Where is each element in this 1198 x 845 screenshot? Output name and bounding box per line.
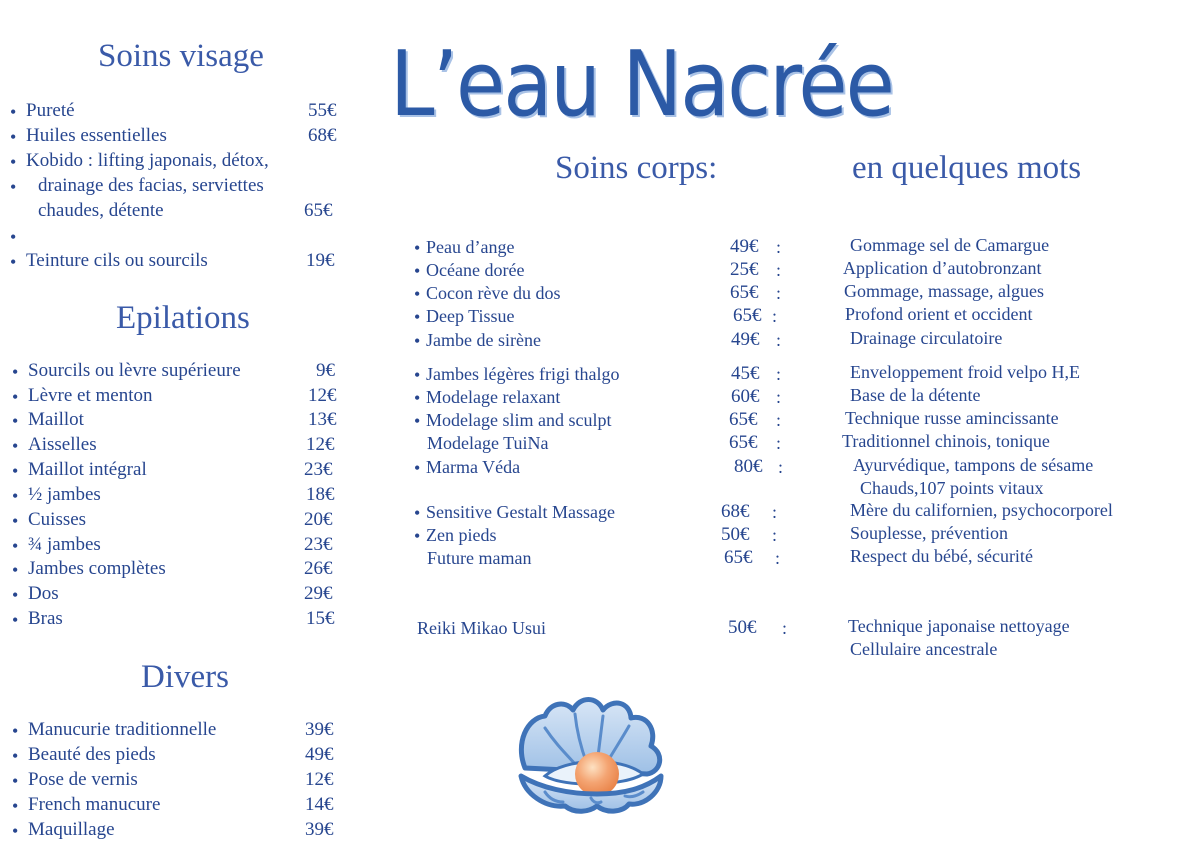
list-item: French manucure bbox=[28, 794, 161, 815]
price: 68€ bbox=[308, 125, 337, 146]
bullet: • bbox=[12, 821, 19, 841]
description: Drainage circulatoire bbox=[850, 328, 1003, 348]
bullet: • bbox=[12, 436, 19, 456]
list-item: Sensitive Gestalt Massage bbox=[426, 502, 615, 522]
description: Respect du bébé, sécurité bbox=[850, 546, 1033, 566]
list-item: Future maman bbox=[427, 548, 532, 568]
list-item: Jambes complètes bbox=[28, 558, 166, 579]
colon: : bbox=[776, 283, 782, 303]
list-item: Bras bbox=[28, 608, 63, 629]
list-item: Beauté des pieds bbox=[28, 744, 156, 765]
list-item: ¾ jambes bbox=[28, 534, 101, 555]
soins-corps-title: Soins corps: bbox=[555, 150, 718, 186]
colon: : bbox=[776, 364, 782, 384]
price: 14€ bbox=[305, 794, 334, 815]
list-item: Jambes légères frigi thalgo bbox=[426, 364, 620, 384]
bullet: • bbox=[414, 526, 421, 546]
price: 25€ bbox=[730, 259, 759, 280]
list-item: Océane dorée bbox=[426, 260, 525, 280]
list-item: Jambe de sirène bbox=[426, 330, 541, 350]
bullet: • bbox=[12, 796, 19, 816]
list-item: Teinture cils ou sourcils bbox=[26, 250, 208, 271]
bullet: • bbox=[10, 252, 17, 272]
bullet: • bbox=[414, 365, 421, 385]
description: Mère du californien, psychocorporel bbox=[850, 500, 1113, 520]
description: Enveloppement froid velpo H,E bbox=[850, 362, 1080, 382]
bullet: • bbox=[12, 585, 19, 605]
price: 29€ bbox=[304, 583, 333, 604]
price: 26€ bbox=[304, 558, 333, 579]
list-item: Maillot bbox=[28, 409, 84, 430]
colon: : bbox=[772, 525, 778, 545]
price: 13€ bbox=[308, 409, 337, 430]
price: 9€ bbox=[316, 360, 335, 381]
bullet: • bbox=[12, 486, 19, 506]
price: 50€ bbox=[721, 524, 750, 545]
bullet: • bbox=[10, 152, 17, 172]
price: 65€ bbox=[304, 200, 333, 221]
price: 65€ bbox=[724, 547, 753, 568]
list-item: Pose de vernis bbox=[28, 769, 138, 790]
list-item: Aisselles bbox=[28, 434, 97, 455]
colon: : bbox=[776, 433, 782, 453]
bullet: • bbox=[414, 503, 421, 523]
bullet: • bbox=[12, 461, 19, 481]
colon: : bbox=[775, 548, 781, 568]
bullet: • bbox=[12, 721, 19, 741]
price: 65€ bbox=[730, 282, 759, 303]
epilations-title: Epilations bbox=[116, 300, 250, 336]
bullet: • bbox=[12, 411, 19, 431]
list-item: ½ jambes bbox=[28, 484, 101, 505]
list-item: Cuisses bbox=[28, 509, 87, 530]
bullet: • bbox=[10, 177, 17, 197]
list-item: drainage des facias, serviettes bbox=[38, 175, 264, 196]
colon: : bbox=[776, 330, 782, 350]
description: Ayurvédique, tampons de sésame bbox=[853, 455, 1094, 475]
colon: : bbox=[776, 237, 782, 257]
list-item: Cocon rève du dos bbox=[426, 283, 561, 303]
bullet: • bbox=[414, 458, 421, 478]
price: 65€ bbox=[729, 409, 758, 430]
price: 49€ bbox=[305, 744, 334, 765]
bullet: • bbox=[414, 331, 421, 351]
bullet: • bbox=[10, 102, 17, 122]
list-item: Modelage TuiNa bbox=[427, 433, 549, 453]
list-item: Zen pieds bbox=[426, 525, 497, 545]
bullet: • bbox=[414, 284, 421, 304]
colon: : bbox=[778, 457, 784, 477]
soins-visage-title: Soins visage bbox=[98, 38, 264, 74]
colon: : bbox=[782, 618, 788, 638]
bullet: • bbox=[414, 238, 421, 258]
list-item: Maillot intégral bbox=[28, 459, 147, 480]
brand-logo: L’eau Nacrée bbox=[390, 32, 893, 137]
bullet: • bbox=[12, 610, 19, 630]
description-continued: Chauds,107 points vitaux bbox=[860, 478, 1044, 498]
pearl-oyster-icon bbox=[505, 688, 675, 818]
bullet: • bbox=[10, 227, 17, 247]
price: 19€ bbox=[306, 250, 335, 271]
description: Technique russe amincissante bbox=[845, 408, 1059, 428]
list-item: Huiles essentielles bbox=[26, 125, 167, 146]
list-item: Modelage relaxant bbox=[426, 387, 561, 407]
list-item: Lèvre et menton bbox=[28, 385, 153, 406]
bullet: • bbox=[12, 362, 19, 382]
bullet: • bbox=[12, 536, 19, 556]
description: Profond orient et occident bbox=[845, 304, 1033, 324]
bullet: • bbox=[12, 771, 19, 791]
price: 12€ bbox=[305, 769, 334, 790]
bullet: • bbox=[414, 307, 421, 327]
price: 39€ bbox=[305, 719, 334, 740]
price: 80€ bbox=[734, 456, 763, 477]
price: 68€ bbox=[721, 501, 750, 522]
price: 12€ bbox=[308, 385, 337, 406]
price: 49€ bbox=[730, 236, 759, 257]
list-item: Kobido : lifting japonais, détox, bbox=[26, 150, 269, 171]
price: 50€ bbox=[728, 617, 757, 638]
list-item: Dos bbox=[28, 583, 59, 604]
list-item: Marma Véda bbox=[426, 457, 521, 477]
list-item: Modelage slim and sculpt bbox=[426, 410, 612, 430]
price: 12€ bbox=[306, 434, 335, 455]
colon: : bbox=[776, 387, 782, 407]
bullet: • bbox=[414, 388, 421, 408]
list-item: Maquillage bbox=[28, 819, 115, 840]
price: 23€ bbox=[304, 534, 333, 555]
description: Gommage sel de Camargue bbox=[850, 235, 1050, 255]
list-item: Reiki Mikao Usui bbox=[417, 618, 546, 638]
divers-title: Divers bbox=[141, 659, 229, 695]
list-item: Pureté bbox=[26, 100, 75, 121]
price: 39€ bbox=[305, 819, 334, 840]
price: 18€ bbox=[306, 484, 335, 505]
price: 55€ bbox=[308, 100, 337, 121]
price: 45€ bbox=[731, 363, 760, 384]
colon: : bbox=[776, 260, 782, 280]
description: Technique japonaise nettoyage bbox=[848, 616, 1070, 636]
colon: : bbox=[772, 502, 778, 522]
description: Gommage, massage, algues bbox=[844, 281, 1044, 301]
description: Souplesse, prévention bbox=[850, 523, 1008, 543]
description: Application d’autobronzant bbox=[843, 258, 1042, 278]
en-quelques-mots-title: en quelques mots bbox=[852, 150, 1082, 186]
price: 60€ bbox=[731, 386, 760, 407]
description: Base de la détente bbox=[850, 385, 981, 405]
price: 15€ bbox=[306, 608, 335, 629]
description-continued: Cellulaire ancestrale bbox=[850, 639, 998, 659]
bullet: • bbox=[12, 560, 19, 580]
list-item: Deep Tissue bbox=[426, 306, 515, 326]
bullet: • bbox=[12, 746, 19, 766]
bullet: • bbox=[10, 127, 17, 147]
bullet: • bbox=[414, 261, 421, 281]
price: 20€ bbox=[304, 509, 333, 530]
price: 23€ bbox=[304, 459, 333, 480]
price: 49€ bbox=[731, 329, 760, 350]
list-item: Manucurie traditionnelle bbox=[28, 719, 217, 740]
description: Traditionnel chinois, tonique bbox=[842, 431, 1050, 451]
price: 65€ bbox=[733, 305, 762, 326]
price: 65€ bbox=[729, 432, 758, 453]
colon: : bbox=[772, 306, 778, 326]
colon: : bbox=[776, 410, 782, 430]
list-item: chaudes, détente bbox=[38, 200, 164, 221]
bullet: • bbox=[12, 511, 19, 531]
bullet: • bbox=[414, 411, 421, 431]
list-item: Sourcils ou lèvre supérieure bbox=[28, 360, 241, 381]
list-item: Peau d’ange bbox=[426, 237, 515, 257]
bullet: • bbox=[12, 387, 19, 407]
